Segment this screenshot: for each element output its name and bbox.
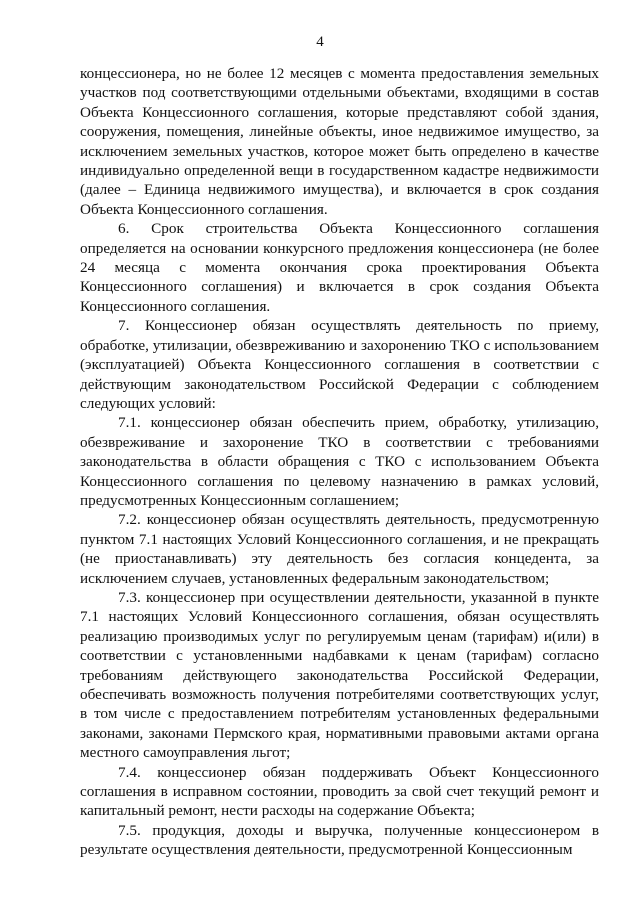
paragraph-7-2: 7.2. концессионер обязан осуществлять деятельность, предусмотренную пунктом 7.1 настоящих Условий Концессионного соглашения, и не прекращать (не приостанавливать) эту деятельность без согласия концедента, за исключением случаев, установленных федеральным законодательством; bbox=[80, 511, 599, 587]
paragraph-7-5: 7.5. продукция, доходы и выручка, полученные концессионером в результате осуществления деятельности, предусмотренной Концессионным bbox=[80, 821, 599, 859]
paragraph-7-4: 7.4. концессионер обязан поддерживать Объект Концессионного соглашения в исправном состоянии, проводить за свой счет текущий ремонт и капитальный ремонт, нести расходы на содержание Объекта; bbox=[80, 763, 599, 820]
paragraph-7: 7. Концессионер обязан осуществлять деятельность по приему, обработке, утилизации, обезвреживанию и захоронению ТКО с использованием (эксплуатацией) Объекта Концессионного соглашения в соответствии с действующим законодательством Российской Федерации с соблюдением следующих условий: bbox=[80, 317, 599, 412]
paragraph-7-1: 7.1. концессионер обязан обеспечить прием, обработку, утилизацию, обезвреживание и захоронение ТКО в соответствии с требованиями законодательства в области обращения с ТКО с использованием Объекта Концессионного соглашения по целевому назначению в рамках условий, предусмотренных Концессионным соглашением; bbox=[80, 414, 599, 509]
document-body bbox=[80, 64, 599, 860]
paragraph-continuation: концессионера, но не более 12 месяцев с момента предоставления земельных участков под соответствующими отдельными объектами, входящими в состав Объекта Концессионного соглашения, которые представляют собой здания, сооружения, помещения, линейные объекты, иное недвижимое имущество, за исключением земельных участков, которое может быть определено в качестве индивидуально определенной вещи в государственном кадастре недвижимости (далее – Единица недвижимого имущества), и включается в срок создания Объекта Концессионного соглашения. bbox=[80, 65, 599, 218]
paragraph-7-3: 7.3. концессионер при осуществлении деятельности, указанной в пункте 7.1 настоящих Условий Концессионного соглашения, обязан осуществлять реализацию производимых услуг по регулируемым ценам (тарифам) и(или) в соответствии с установленными надбавками к ценам (тарифам) согласно требованиям действующего законодательства Российской Федерации, обеспечивать возможность получения потребителями соответствующих услуг, в том числе с предоставлением потребителям установленных федеральными законами, законами Пермского края, нормативными правовыми актами органа местного самоуправления льгот; bbox=[80, 588, 599, 762]
paragraph-6: 6. Срок строительства Объекта Концессионного соглашения определяется на основании конкурсного предложения концессионера (не более 24 месяца с момента окончания срока проектирования Объекта Концессионного соглашения) и включается в срок создания Объекта Концессионного соглашения. bbox=[80, 220, 599, 315]
page-number: 4 bbox=[316, 34, 324, 50]
